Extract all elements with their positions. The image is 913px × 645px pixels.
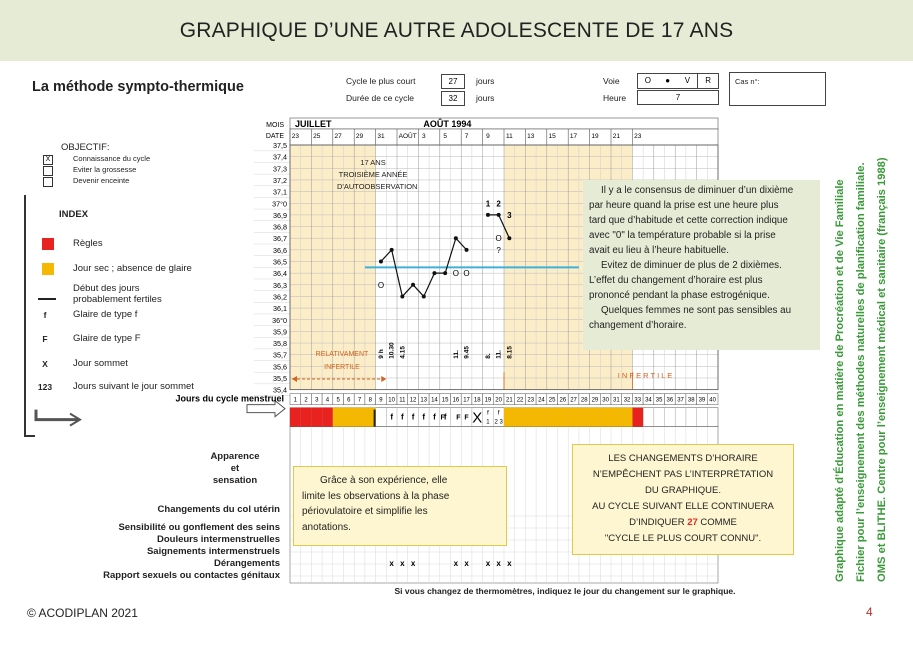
mucus-mark: f — [487, 409, 489, 417]
y-tick-label: 37,4 — [273, 152, 287, 162]
month-row — [290, 118, 718, 129]
y-tick-label: 37,5 — [273, 141, 287, 150]
mucus-mark: f — [411, 412, 415, 422]
callout-line: prononcé pendant la phase estrogénique. — [589, 290, 770, 301]
day-label: 16 — [452, 397, 460, 404]
date-label: 11 — [505, 133, 513, 140]
dry-day-cell — [547, 408, 558, 427]
schedule-change-callout — [572, 444, 794, 555]
day-label: 25 — [548, 397, 556, 404]
y-tick-label: 36°0 — [272, 315, 287, 325]
date-label: 9 — [486, 133, 490, 140]
disturbance-mark: x — [485, 559, 491, 568]
copyright: © ACODIPLAN 2021 — [27, 606, 138, 620]
index-item: Jour sec ; absence de glaire — [73, 263, 192, 274]
breast-label: Sensibilité ou gonflement des seins — [118, 522, 280, 533]
day-label: 17 — [463, 397, 470, 404]
day-label: 39 — [698, 397, 706, 404]
day-label: 31 — [613, 397, 620, 404]
day-label: 18 — [473, 397, 481, 404]
index-item: Glaire de type F — [73, 333, 141, 344]
corrected-point: ? — [496, 245, 501, 255]
day-label: 6 — [347, 397, 351, 404]
date-header: DATE — [265, 133, 284, 140]
date-label: 5 — [443, 133, 447, 140]
temperature-point — [390, 248, 394, 252]
dry-day-cell — [344, 408, 355, 427]
objective-title: OBJECTIF: — [61, 142, 110, 153]
month-header: MOIS — [266, 122, 284, 129]
day-label: 24 — [538, 397, 545, 404]
day-label: 8 — [368, 397, 372, 404]
callout-line: avait eu lieu à l’heure habituelle. — [589, 245, 729, 256]
post-peak-count: 2 3 — [494, 419, 503, 426]
index-item: Glaire de type f — [73, 309, 138, 320]
day-label: 30 — [602, 397, 609, 404]
mucus-mark: F — [440, 414, 445, 422]
cycle-length-unit: jours — [476, 93, 495, 103]
y-tick-label: 36,8 — [273, 222, 287, 232]
objective-checkbox: X — [43, 155, 53, 165]
y-tick-label: 35,4 — [273, 385, 287, 395]
callout-line: avec "0" la température probable si la prise — [589, 230, 776, 241]
date-label: 27 — [334, 133, 342, 140]
mucus-mark: f — [443, 412, 447, 422]
temperature-point — [379, 260, 383, 264]
time-annotation: 9.45 — [463, 346, 471, 359]
mucus-mark: f — [401, 412, 404, 422]
adolescent-note-line: 17 ANS — [360, 158, 386, 167]
date-label: 23 — [291, 133, 299, 140]
y-tick-label: 36,5 — [273, 257, 287, 267]
date-label: 3 — [421, 133, 426, 140]
objective-item: Devenir enceinte — [73, 176, 130, 185]
cycle-length-value: 32 — [441, 91, 465, 106]
route-option-r: R — [697, 74, 718, 88]
temperature-point — [432, 271, 436, 275]
month-label: AOÛT 1994 — [423, 119, 472, 129]
date-label: 15 — [548, 133, 556, 140]
temperature-correction-callout — [583, 180, 820, 350]
day-label: 12 — [409, 397, 417, 404]
temperature-point — [497, 213, 501, 217]
dry-day-cell — [333, 408, 344, 427]
disturbance-mark: x — [496, 559, 501, 568]
disturbance-mark: x — [389, 559, 394, 568]
dry-day-cell — [536, 408, 547, 427]
period-day-cell — [301, 408, 312, 427]
day-label: 9 — [379, 397, 383, 404]
appearance-label — [190, 451, 280, 487]
temperature-point — [454, 236, 458, 240]
shortest-cycle-label: Cycle le plus court — [346, 76, 416, 86]
dry-day-cell — [525, 408, 536, 427]
post-peak-label: 3 — [507, 210, 512, 220]
day-label: 3 — [315, 397, 319, 404]
objective-item: Eviter la grossesse — [73, 165, 137, 174]
callout-line: "CYCLE LE PLUS COURT CONNU". — [604, 533, 762, 544]
callout-line: Evitez de diminuer de plus de 2 dixièmes. — [601, 260, 782, 271]
period-day-cell — [632, 408, 643, 427]
appearance-line: Apparence — [210, 451, 260, 462]
mucus-mark: F — [464, 414, 469, 422]
index-symbol: F — [42, 334, 48, 344]
callout-line: par heure quand la prise est une heure plus — [589, 200, 779, 211]
period-day-cell — [322, 408, 333, 427]
hour-label: Heure — [603, 93, 627, 103]
disturbance-mark: x — [507, 559, 512, 568]
adolescent-note-line: D'AUTOOBSERVATION — [337, 182, 418, 191]
day-label: 37 — [677, 397, 684, 404]
side-credit-line: Graphique adapté d’Éducation en matière de Procréation et de Vie Familiale — [834, 179, 846, 582]
day-label: 29 — [591, 397, 599, 404]
period-day-cell — [290, 408, 301, 427]
dry-day-cell — [504, 408, 515, 427]
relatively-infertile-line: INFERTILE — [324, 364, 360, 371]
dry-day-cell — [568, 408, 579, 427]
period-day-cell — [311, 408, 322, 427]
corrected-point: O — [495, 234, 502, 244]
dry-day-cell — [558, 408, 569, 427]
index-symbol: X — [42, 359, 48, 369]
corrected-point: O — [463, 269, 470, 279]
time-annotation: 11. — [452, 350, 460, 359]
appearance-line: sensation — [212, 475, 258, 486]
disturbance-mark: x — [464, 559, 469, 568]
day-label: 15 — [441, 397, 449, 404]
adolescent-note — [337, 157, 418, 193]
dry-day-cell — [611, 408, 622, 427]
temperature-point — [465, 248, 469, 252]
date-label: 19 — [591, 133, 599, 140]
y-tick-label: 35,7 — [273, 350, 287, 360]
shortest-cycle-value: 27 — [441, 74, 465, 89]
day-label: 14 — [431, 397, 438, 404]
callout-text: COMME — [697, 517, 737, 528]
pain-label: Douleurs intermenstruelles — [156, 534, 280, 545]
footer-note: Si vous changez de thermomètres, indiquez le jour du changement sur le graphique. — [394, 586, 736, 596]
post-peak-count: 1 — [486, 419, 490, 426]
y-tick-label: 35,9 — [273, 327, 287, 337]
time-annotation: 8.15 — [506, 346, 514, 359]
day-label: 32 — [623, 397, 631, 404]
corrected-point: O — [377, 280, 385, 290]
callout-line: DU GRAPHIQUE. — [644, 485, 721, 496]
post-peak-label: 2 — [496, 199, 501, 209]
day-label: 7 — [357, 397, 362, 404]
bleeding-label: Saignements intermenstruels — [146, 546, 280, 557]
time-annotation: 4.15 — [399, 346, 407, 359]
index-item: Début des jours probablement fertiles — [73, 283, 162, 305]
date-label: 25 — [313, 133, 321, 140]
index-symbol: f — [43, 310, 47, 320]
relatively-infertile-label — [298, 348, 386, 374]
route-option-o: O — [644, 76, 651, 85]
day-label: 28 — [580, 397, 588, 404]
callout-line: changement d’horaire. — [589, 320, 687, 331]
adolescent-note-line: TROISIÈME ANNÉE — [338, 170, 408, 179]
y-tick-label: 36,4 — [273, 269, 287, 279]
day-label: 40 — [709, 397, 716, 404]
y-tick-label: 35,8 — [273, 339, 287, 349]
day-label: 33 — [634, 397, 642, 404]
time-annotation: 9 h — [377, 349, 385, 359]
callout-line: Grâce à son expérience, elle — [320, 475, 448, 486]
post-peak-label: 1 — [485, 199, 491, 209]
time-annotation: 8. — [484, 353, 492, 359]
infertile-label: I N F E R T I L E — [617, 371, 673, 380]
mucus-mark: f — [390, 412, 393, 422]
day-label: 13 — [420, 397, 428, 404]
index-item: Jour sommet — [73, 358, 128, 369]
sex-label: Rapport sexuels ou contactes génitaux — [103, 570, 280, 581]
callout-line: L’effet du changement d’horaire est plus — [589, 275, 763, 286]
corrected-point: O — [452, 269, 459, 279]
date-label: 17 — [569, 133, 578, 140]
callout-line: anotations. — [302, 521, 351, 533]
side-credit-line: Fichier pour l’enseignement des méthodes naturelles de planification familiale. — [855, 162, 867, 582]
day-label: 34 — [645, 397, 652, 404]
day-label: 20 — [495, 397, 502, 404]
page-number: 4 — [866, 605, 873, 619]
day-label: 11 — [399, 397, 406, 404]
cycle-length-label: Durée de ce cycle — [346, 93, 415, 103]
dry-day-cell — [622, 408, 633, 427]
y-tick-label: 35,5 — [273, 374, 287, 383]
day-label: 26 — [559, 397, 567, 404]
day-label: 27 — [570, 397, 577, 404]
objective-item: Connaissance du cycle — [73, 154, 151, 163]
callout-line — [577, 515, 789, 531]
date-label: 7 — [464, 133, 469, 140]
temperature-point — [400, 294, 404, 298]
y-tick-label: 37,3 — [273, 164, 287, 174]
arrow-head — [381, 376, 386, 382]
callout-line: Il y a le consensus de diminuer d’un dixième — [601, 185, 794, 196]
dry-day-cell — [590, 408, 601, 427]
appearance-line: et — [230, 463, 240, 474]
y-tick-label: 36,9 — [273, 210, 287, 220]
hour-value: 7 — [637, 90, 719, 105]
day-label: 4 — [325, 397, 330, 404]
day-label: 19 — [484, 397, 492, 404]
y-tick-label: 37°0 — [272, 199, 287, 209]
mucus-mark: f — [433, 412, 436, 422]
callout-line: limite les observations à la phase — [302, 490, 450, 502]
route-option-selected: ● — [665, 76, 671, 85]
dry-day-cell — [354, 408, 365, 427]
day-label: 10 — [388, 397, 395, 404]
date-label: 21 — [612, 133, 620, 140]
temperature-point — [443, 271, 447, 275]
dry-day-cell — [515, 408, 526, 427]
y-tick-label: 35,6 — [273, 362, 287, 372]
date-label: 13 — [527, 133, 535, 140]
temperature-point — [486, 213, 490, 217]
time-annotation: 10.30 — [388, 342, 396, 359]
mucus-mark: F — [456, 414, 461, 422]
y-tick-label: 36,2 — [273, 292, 287, 302]
disturbance-mark: x — [400, 559, 405, 568]
index-symbol: 123 — [37, 382, 53, 392]
peak-day-mark: X — [472, 409, 483, 427]
shortest-cycle-unit: jours — [476, 76, 495, 86]
day-label: 36 — [666, 397, 674, 404]
route-label: Voie — [603, 76, 620, 86]
callout-line: AU CYCLE SUIVANT ELLE CONTINUERA — [592, 501, 774, 512]
callout-text: D’INDIQUER — [629, 517, 688, 528]
date-label: 29 — [355, 133, 364, 140]
index-title: INDEX — [59, 209, 89, 220]
callout-line: tard que d’habitude et cette correction indique — [589, 215, 788, 226]
month-label: JUILLET — [295, 119, 332, 129]
date-label: 23 — [634, 133, 642, 140]
date-label: 31 — [377, 133, 385, 140]
y-tick-label: 36,7 — [273, 234, 287, 244]
day-label: 1 — [293, 397, 298, 404]
day-label: 23 — [527, 397, 535, 404]
slide-title: GRAPHIQUE D’UNE AUTRE ADOLESCENTE DE 17 ANS — [179, 18, 734, 42]
experience-callout — [293, 466, 507, 546]
y-tick-label: 37,2 — [273, 175, 287, 185]
temperature-point — [411, 283, 415, 287]
y-tick-label: 37,1 — [273, 187, 287, 197]
method-title: La méthode sympto-thermique — [32, 79, 244, 95]
temperature-point — [422, 294, 426, 298]
index-item: Règles — [73, 238, 103, 249]
time-annotation: 11. — [495, 350, 503, 359]
day-label: 2 — [304, 397, 308, 404]
callout-line: LES CHANGEMENTS D’HORAIRE — [608, 453, 758, 464]
cervix-label: Changements du col utérin — [157, 504, 280, 515]
disturbances-label: Dérangements — [214, 558, 280, 569]
dry-day-cell — [600, 408, 611, 427]
callout-line: N’EMPÊCHENT PAS L’INTERPRÉTATION — [592, 469, 774, 480]
y-tick-label: 36,6 — [273, 245, 287, 255]
day-label: 22 — [516, 397, 524, 404]
y-tick-label: 36,3 — [273, 280, 287, 290]
callout-line: périovulatoire et simplifie les — [302, 506, 428, 517]
side-credit-line: OMS et BLITHE. Centre pour l’enseignement médical et sanitaire (français 1988) — [876, 157, 888, 582]
index-item: Jours suivant le jour sommet — [73, 381, 194, 392]
disturbance-mark: x — [453, 559, 459, 568]
day-label: 5 — [336, 397, 340, 404]
callout-highlight: 27 — [687, 517, 698, 528]
temperature-point — [507, 236, 511, 240]
x-axis-label: Jours du cycle menstruel — [175, 393, 284, 404]
date-label: AOÛT — [398, 133, 417, 140]
callout-line: Quelques femmes ne sont pas sensibles au — [601, 305, 792, 316]
day-label: 21 — [506, 397, 513, 404]
dry-day-cell — [579, 408, 590, 427]
day-label: 35 — [655, 397, 663, 404]
y-tick-label: 36,1 — [273, 304, 287, 314]
case-number-label: Cas n°: — [735, 77, 760, 86]
relatively-infertile-line: RELATIVAMENT — [315, 351, 369, 358]
route-option-v: V — [684, 76, 691, 85]
mucus-mark: f — [422, 412, 426, 422]
disturbance-mark: x — [410, 559, 416, 568]
mucus-mark: f — [497, 409, 500, 417]
day-label: 38 — [687, 397, 695, 404]
